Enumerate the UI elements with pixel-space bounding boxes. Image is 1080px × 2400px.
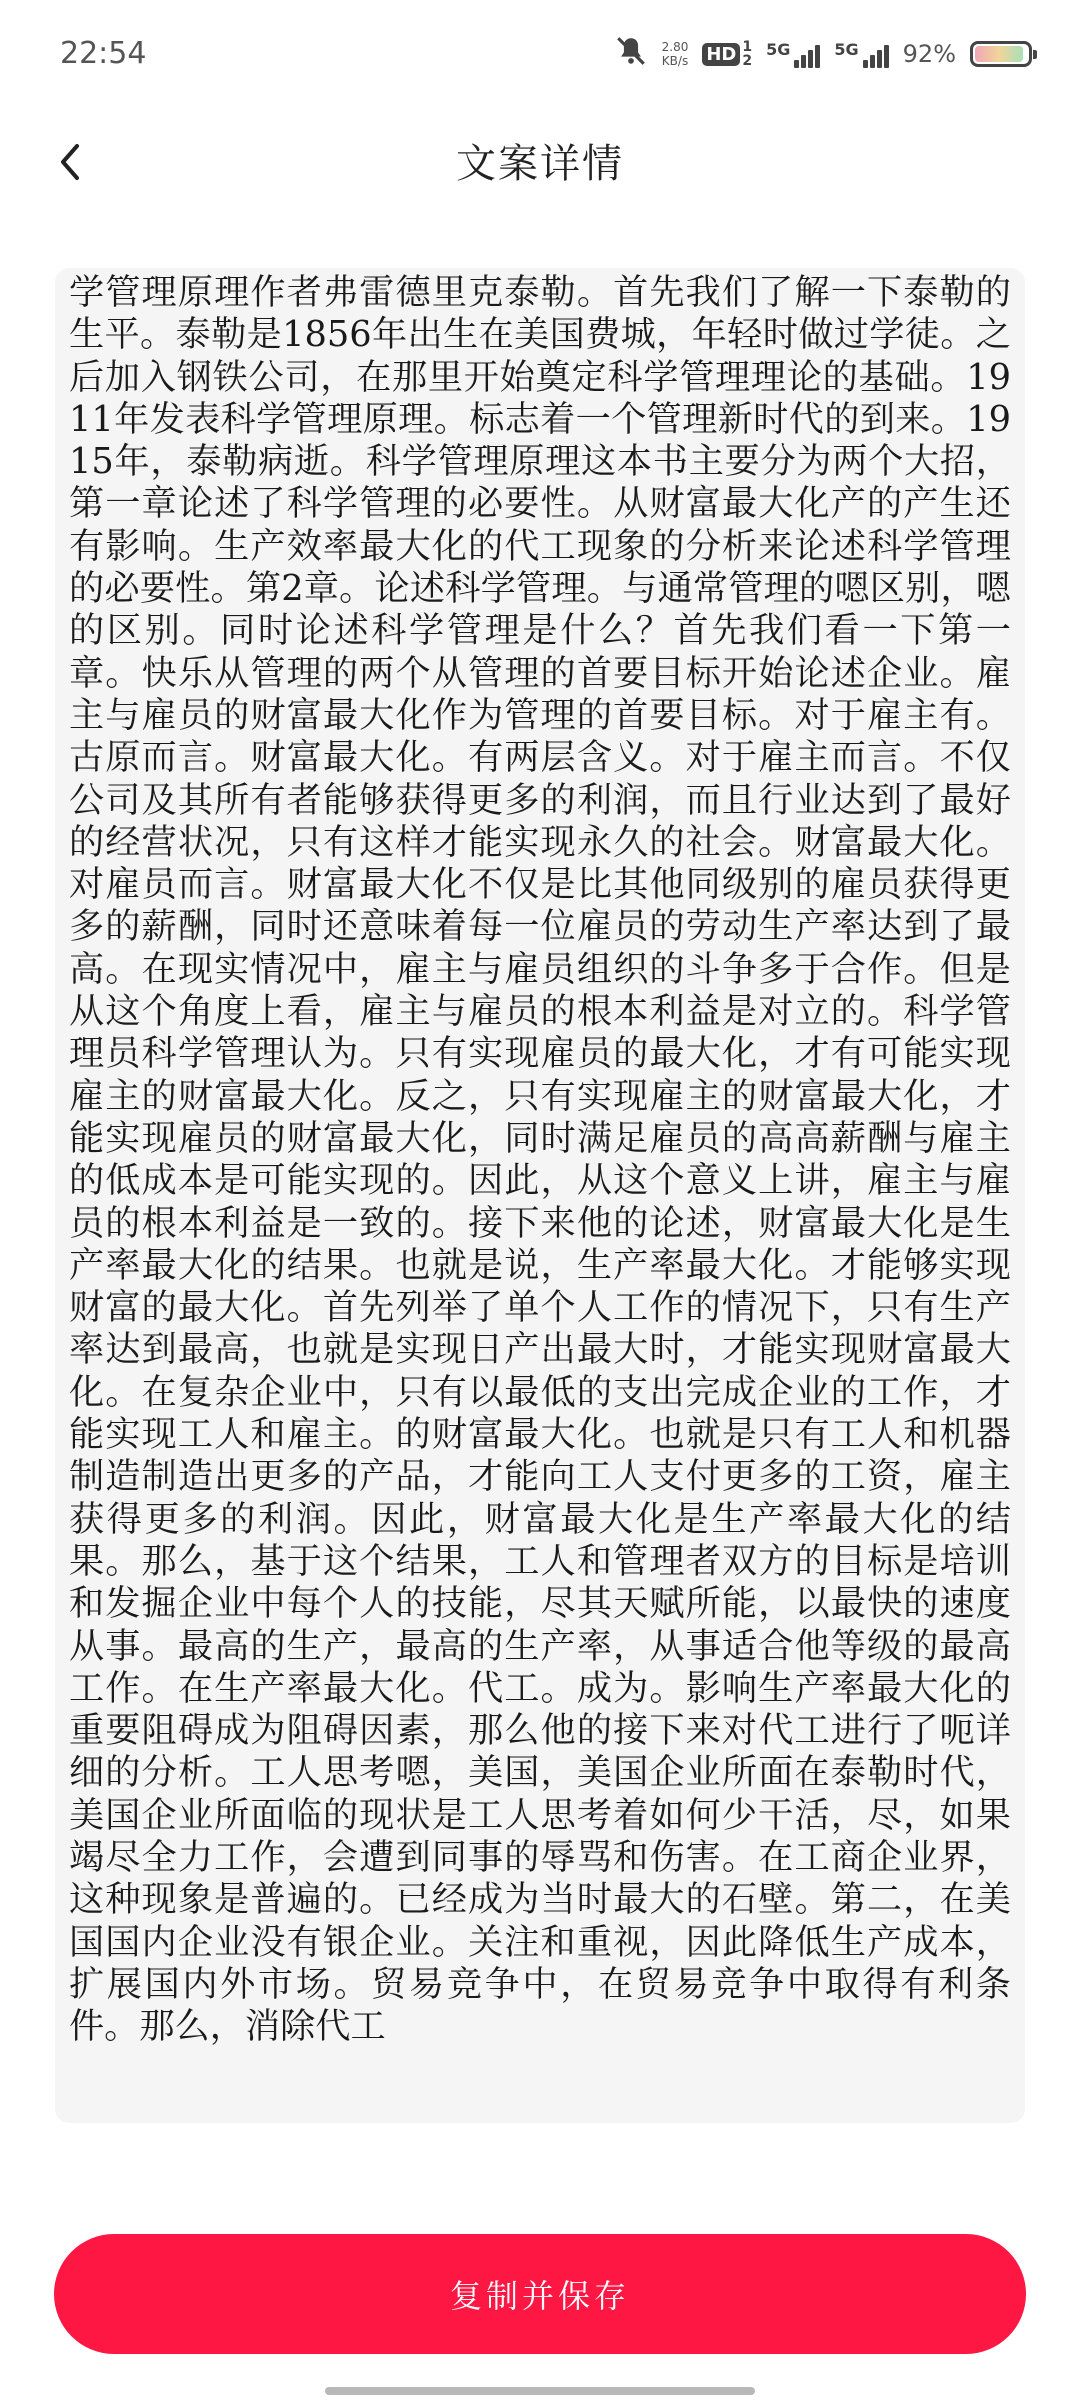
copy-save-button[interactable]: 复制并保存 bbox=[54, 2234, 1026, 2354]
status-bar bbox=[0, 0, 1080, 110]
content-card[interactable] bbox=[55, 268, 1025, 2123]
signal-1-icon bbox=[766, 40, 820, 68]
copy-text-body: 学管理原理作者弗雷德里克泰勒。首先我们了解一下泰勒的生平。泰勒是1856年出生在美国费城，年轻时做过学徒。之后加入钢铁公司，在那里开始奠定科学管理理论的基础。1911年发表科学管理原理。标志着一个管理新时代的到来。1915年，泰勒病逝。科学管理原理这本书主要分为两个大招，第一章论述了科学管理的必要性。从财富最大化产的产生还有影响。生产效率最大化的代工现象的分析来论述科学管理的必要性。第2章。论述科学管理。与通常管理的嗯区别，嗯的区别。同时论述科学管理是什么？首先我们看一下第一章。快乐从管理的两个从管理的首要目标开始论述企业。雇主与雇员的财富最大化作为管理的首要目标。对于雇主有。古原而言。财富最大化。有两层含义。对于雇主而言。不仅公司及其所有者能够获得更多的利润，而且行业达到了最好的经营状况，只有这样才能实现永久的社会。财富最大化。对雇员而言。财富最大化不仅是比其他同级别的雇员获得更多的薪酬，同时还意味着每一位雇员的劳动生产率达到了最高。在现实情况中，雇主与雇员组织的斗争多于合作。但是从这个角度上看，雇主与雇员的根本利益是对立的。科学管理员科学管理认为。只有实现雇员的最大化，才有可能实现雇主的财富最大化。反之，只有实现雇主的财富最大化，才能实现雇员的财富最大化，同时满足雇员的高高薪酬与雇主的低成本是可能实现的。因此，从这个意义上讲，雇主与雇员的根本利益是一致的。接下来他的论述，财富最大化是生产率最大化的结果。也就是说，生产率最大化。才能够实现财富的最大化。首先列举了单个人工作的情况下，只有生产率达到最高，也就是实现日产出最大时，才能实现财富最大化。在复杂企业中，只有以最低的支出完成企业的工作，才能实现工人和雇主。的财富最大化。也就是只有工人和机器制造制造出更多的产品，才能向工人支付更多的工资，雇主获得更多的利润。因此，财富最大化是生产率最大化的结果。那么，基于这个结果，工人和管理者双方的目标是培训和发掘企业中每个人的技能，尽其天赋所能，以最快的速度从事。最高的生产，最高的生产率，从事适合他等级的最高工作。在生产率最大化。代工。成为。影响生产率最大化的重要阻碍成为阻碍因素，那么他的接下来对代工进行了呃详细的分析。工人思考嗯，美国，美国企业所面在泰勒时代，美国企业所面临的现状是工人思考着如何少干活，尽，如果竭尽全力工作，会遭到同事的辱骂和伤害。在工商企业界，这种现象是普遍的。已经成为当时最大的石壁。第二，在美国国内企业没有银企业。关注和重视，因此降低生产成本，扩展国内外市场。贸易竞争中，在贸易竞争中取得有利条件。那么，消除代工 bbox=[69, 272, 1011, 2048]
header bbox=[0, 118, 1080, 208]
status-icons bbox=[614, 34, 1032, 74]
battery-percent: 92% bbox=[902, 40, 956, 68]
network-speed bbox=[662, 40, 689, 68]
status-time: 22:54 bbox=[60, 36, 147, 71]
page-title: 文案详情 bbox=[456, 141, 624, 187]
network-speed-value: 2.80 bbox=[661, 40, 689, 54]
hd-sub-bottom: 2 bbox=[742, 53, 753, 69]
signal-2-icon bbox=[834, 40, 888, 68]
battery-fill bbox=[975, 46, 1023, 62]
bell-muted-icon bbox=[614, 34, 648, 74]
hd-sub-top: 1 bbox=[742, 39, 753, 55]
home-indicator[interactable] bbox=[325, 2387, 755, 2395]
signal-2-label: 5G bbox=[834, 40, 859, 59]
hd-voice-icon bbox=[702, 40, 752, 68]
network-speed-unit: KB/s bbox=[661, 54, 689, 68]
hd-label: HD bbox=[702, 43, 740, 66]
battery-icon bbox=[970, 41, 1032, 67]
signal-1-label: 5G bbox=[766, 40, 791, 59]
